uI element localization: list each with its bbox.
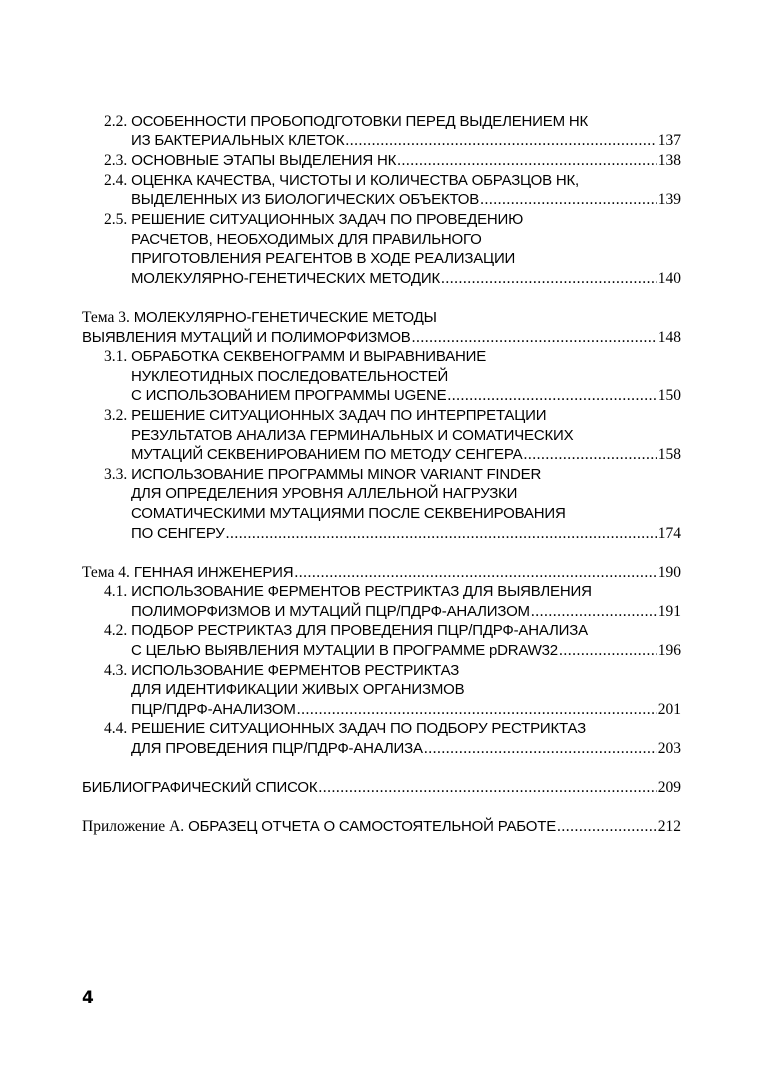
toc-title: ИСПОЛЬЗОВАНИЕ ФЕРМЕНТОВ РЕСТРИКТАЗ ДЛЯ ВЫЯВЛЕНИЯ	[131, 583, 592, 600]
leader-dots	[397, 151, 657, 171]
leader-dots	[345, 131, 656, 151]
toc-title: СОМАТИЧЕСКИМИ МУТАЦИЯМИ ПОСЛЕ СЕКВЕНИРОВАНИЯ	[131, 505, 566, 522]
toc-title: ДЛЯ ОПРЕДЕЛЕНИЯ УРОВНЯ АЛЛЕЛЬНОЙ НАГРУЗКИ	[131, 485, 518, 502]
toc-entry-2-5-cont	[131, 269, 681, 289]
toc-title: ПОДБОР РЕСТРИКТАЗ ДЛЯ ПРОВЕДЕНИЯ ПЦР/ПДРФ-АНАЛИЗА	[131, 622, 588, 639]
toc-page-number: 209	[657, 779, 681, 796]
toc-entry-2-5	[104, 210, 523, 230]
toc-entry-3-2	[104, 406, 546, 426]
toc-title: ПО СЕНГЕРУ	[131, 525, 225, 542]
toc-title: ИЗ БАКТЕРИАЛЬНЫХ КЛЕТОК	[131, 132, 345, 149]
toc-entry-2-2	[104, 112, 588, 132]
toc-title: ОБРАЗЕЦ ОТЧЕТА О САМОСТОЯТЕЛЬНОЙ РАБОТЕ	[188, 818, 557, 835]
toc-title: ИСПОЛЬЗОВАНИЕ ФЕРМЕНТОВ РЕСТРИКТАЗ	[131, 662, 460, 679]
toc-title: РАСЧЕТОВ, НЕОБХОДИМЫХ ДЛЯ ПРАВИЛЬНОГО	[131, 231, 482, 248]
leader-dots	[480, 190, 657, 210]
toc-entry-4-4	[104, 719, 586, 739]
toc-entry-2-2-cont	[131, 131, 681, 151]
toc-bibliography	[82, 778, 681, 798]
leader-dots	[226, 524, 657, 544]
toc-page-number: 190	[657, 564, 681, 581]
leader-dots	[557, 817, 657, 837]
toc-page-number: 137	[657, 132, 681, 149]
toc-title: БИБЛИОГРАФИЧЕСКИЙ СПИСОК	[82, 779, 318, 796]
toc-entry-2-4-cont	[131, 190, 681, 210]
leader-dots	[447, 386, 656, 406]
toc-title: ОБРАБОТКА СЕКВЕНОГРАММ И ВЫРАВНИВАНИЕ	[131, 348, 487, 365]
toc-page-number: 138	[657, 152, 681, 169]
toc-title: ИСПОЛЬЗОВАНИЕ ПРОГРАММЫ MINOR VARIANT FINDER	[131, 466, 542, 483]
toc-entry-3-1-cont	[131, 386, 681, 406]
toc-number: 2.3.	[104, 152, 128, 169]
leader-dots	[531, 602, 657, 622]
toc-entry-4-4-cont	[131, 739, 681, 759]
toc-number: 4.3.	[104, 662, 128, 679]
toc-number: 2.4.	[104, 172, 128, 189]
toc-title: ВЫЯВЛЕНИЯ МУТАЦИЙ И ПОЛИМОРФИЗМОВ	[82, 329, 411, 346]
toc-page-number: 212	[657, 818, 681, 835]
toc-entry-4-1-cont	[131, 602, 681, 622]
leader-dots	[523, 445, 656, 465]
toc-page-number: 150	[657, 387, 681, 404]
toc-page-number: 148	[657, 329, 681, 346]
leader-dots	[297, 700, 657, 720]
toc-title: НУКЛЕОТИДНЫХ ПОСЛЕДОВАТЕЛЬНОСТЕЙ	[131, 368, 449, 385]
toc-entry-4-2	[104, 621, 588, 641]
toc-entry-3-3	[104, 465, 541, 485]
leader-dots	[294, 563, 656, 583]
toc-title: ДЛЯ ИДЕНТИФИКАЦИИ ЖИВЫХ ОРГАНИЗМОВ	[131, 681, 465, 698]
leader-dots	[559, 641, 657, 661]
toc-entry-3-1	[104, 347, 486, 367]
toc-title: ДЛЯ ПРОВЕДЕНИЯ ПЦР/ПДРФ-АНАЛИЗА	[131, 740, 423, 757]
toc-topic-4	[82, 563, 681, 583]
toc-title: МОЛЕКУЛЯРНО-ГЕНЕТИЧЕСКИЕ МЕТОДЫ	[133, 309, 437, 326]
toc-page-number: 140	[657, 270, 681, 287]
toc-title: МОЛЕКУЛЯРНО-ГЕНЕТИЧЕСКИХ МЕТОДИК	[131, 270, 440, 287]
toc-page-number: 158	[657, 446, 681, 463]
toc-title: ПОЛИМОРФИЗМОВ И МУТАЦИЙ ПЦР/ПДРФ-АНАЛИЗОМ	[131, 603, 530, 620]
toc-title: ОЦЕНКА КАЧЕСТВА, ЧИСТОТЫ И КОЛИЧЕСТВА ОБРАЗЦОВ НК,	[131, 172, 580, 189]
toc-page-number: 139	[657, 191, 681, 208]
toc-topic-prefix: Тема 3.	[82, 309, 130, 326]
toc-entry-3-3-cont	[131, 524, 681, 544]
toc-number: 3.2.	[104, 407, 128, 424]
toc-topic-3	[82, 308, 437, 328]
toc-title: ПРИГОТОВЛЕНИЯ РЕАГЕНТОВ В ХОДЕ РЕАЛИЗАЦИИ	[131, 250, 516, 267]
toc-title: РЕЗУЛЬТАТОВ АНАЛИЗА ГЕРМИНАЛЬНЫХ И СОМАТИЧЕСКИХ	[131, 427, 574, 444]
toc-title: ОСОБЕННОСТИ ПРОБОПОДГОТОВКИ ПЕРЕД ВЫДЕЛЕНИЕМ НК	[131, 113, 588, 130]
toc-number: 2.5.	[104, 211, 128, 228]
toc-title: РЕШЕНИЕ СИТУАЦИОННЫХ ЗАДАЧ ПО ПОДБОРУ РЕСТРИКТАЗ	[131, 720, 586, 737]
toc-title: МУТАЦИЙ СЕКВЕНИРОВАНИЕМ ПО МЕТОДУ СЕНГЕРА	[131, 446, 523, 463]
toc-page-number: 174	[657, 525, 681, 542]
toc-appendix-prefix: Приложение А.	[82, 818, 185, 835]
toc-title: ВЫДЕЛЕННЫХ ИЗ БИОЛОГИЧЕСКИХ ОБЪЕКТОВ	[131, 191, 480, 208]
toc-page-number: 191	[657, 603, 681, 620]
toc-title: ОСНОВНЫЕ ЭТАПЫ ВЫДЕЛЕНИЯ НК	[131, 152, 397, 169]
toc-title: РЕШЕНИЕ СИТУАЦИОННЫХ ЗАДАЧ ПО ИНТЕРПРЕТАЦИИ	[131, 407, 547, 424]
toc-entry-2-3	[104, 151, 681, 171]
toc-entry-2-4	[104, 171, 579, 191]
toc-title: С ИСПОЛЬЗОВАНИЕМ ПРОГРАММЫ UGENE	[131, 387, 447, 404]
toc-number: 3.3.	[104, 466, 128, 483]
toc-entry-4-3	[104, 661, 459, 681]
page-number: 4	[82, 988, 94, 1008]
toc-number: 4.1.	[104, 583, 128, 600]
toc-number: 4.4.	[104, 720, 128, 737]
toc-entry-4-1	[104, 582, 592, 602]
toc-title: С ЦЕЛЬЮ ВЫЯВЛЕНИЯ МУТАЦИИ В ПРОГРАММЕ pDRAW32	[131, 642, 558, 659]
leader-dots	[441, 269, 657, 289]
toc-number: 3.1.	[104, 348, 128, 365]
toc-page-number: 201	[657, 701, 681, 718]
toc-topic-prefix: Тема 4.	[82, 564, 130, 581]
toc-entry-4-3-cont	[131, 700, 681, 720]
toc-title: РЕШЕНИЕ СИТУАЦИОННЫХ ЗАДАЧ ПО ПРОВЕДЕНИЮ	[131, 211, 524, 228]
toc-appendix-a	[82, 817, 681, 837]
toc-number: 4.2.	[104, 622, 128, 639]
toc-title: ПЦР/ПДРФ-АНАЛИЗОМ	[131, 701, 296, 718]
toc-page-number: 203	[657, 740, 681, 757]
leader-dots	[412, 328, 657, 348]
leader-dots	[318, 778, 656, 798]
toc-page-number: 196	[657, 642, 681, 659]
toc-topic-3-cont	[82, 328, 681, 348]
leader-dots	[424, 739, 657, 759]
toc-entry-4-2-cont	[131, 641, 681, 661]
toc-title: ГЕННАЯ ИНЖЕНЕРИЯ	[133, 564, 294, 581]
toc-entry-3-2-cont	[131, 445, 681, 465]
toc-number: 2.2.	[104, 113, 128, 130]
